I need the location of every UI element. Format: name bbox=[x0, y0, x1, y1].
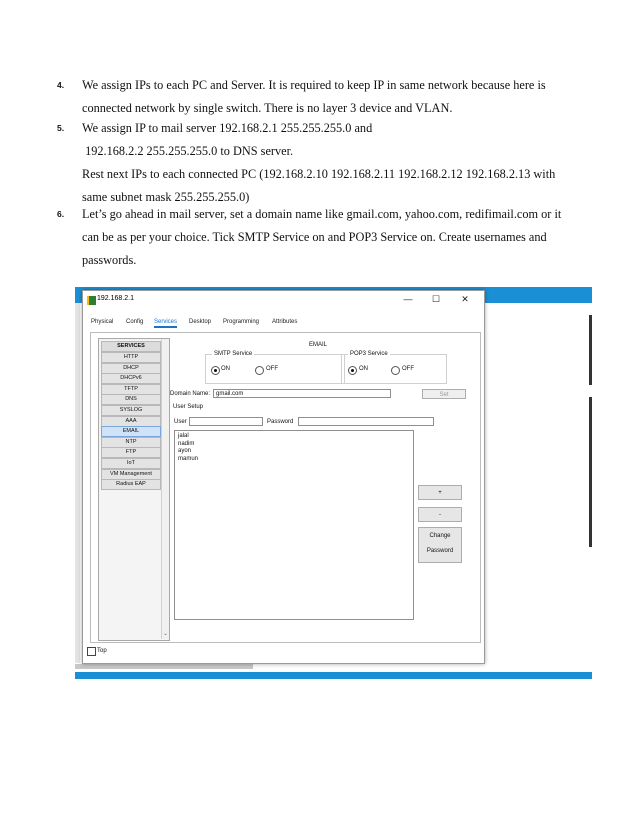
service-dhcp[interactable]: DHCP bbox=[101, 363, 161, 374]
service-tftp[interactable]: TFTP bbox=[101, 384, 161, 395]
service-email[interactable]: EMAIL bbox=[101, 426, 161, 437]
chevron-down-icon[interactable]: ⌄ bbox=[162, 631, 169, 637]
service-vm-management[interactable]: VM Management bbox=[101, 469, 161, 480]
service-syslog[interactable]: SYSLOG bbox=[101, 405, 161, 416]
set-button[interactable]: Set bbox=[422, 389, 466, 399]
smtp-label: SMTP Service bbox=[214, 351, 253, 357]
tab-config[interactable]: Config bbox=[126, 319, 144, 325]
maximize-icon[interactable]: ☐ bbox=[431, 294, 441, 304]
text-line: 192.168.2.2 255.255.255.0 to DNS server. bbox=[82, 144, 294, 158]
packet-tracer-icon bbox=[87, 296, 96, 305]
smtp-off-label: OFF bbox=[266, 366, 278, 372]
domain-name-input[interactable]: gmail.com bbox=[213, 389, 391, 398]
minimize-icon[interactable]: — bbox=[403, 294, 413, 304]
tab-physical[interactable]: Physical bbox=[91, 319, 114, 325]
item-number: 5. bbox=[57, 123, 65, 133]
service-radius-eap[interactable]: Radius EAP bbox=[101, 479, 161, 490]
change-label-password: Password bbox=[426, 548, 454, 554]
service-aaa[interactable]: AAA bbox=[101, 416, 161, 427]
text-line: can be as per your choice. Tick SMTP Service on and POP3 Service on. Create usernames and bbox=[82, 230, 547, 244]
tab-bar bbox=[83, 319, 484, 331]
tab-attributes[interactable]: Attributes bbox=[272, 319, 298, 325]
text-line: We assign IP to mail server 192.168.2.1 255.255.255.0 and bbox=[82, 121, 373, 135]
section-title: EMAIL bbox=[309, 342, 328, 348]
close-icon[interactable]: ✕ bbox=[461, 294, 469, 304]
service-ftp[interactable]: FTP bbox=[101, 447, 161, 458]
window-titlebar[interactable] bbox=[83, 291, 484, 310]
top-checkbox[interactable] bbox=[87, 647, 96, 656]
pop3-off-label: OFF bbox=[402, 366, 414, 372]
embedded-screenshot bbox=[75, 287, 592, 679]
user-setup-label: User Setup bbox=[173, 404, 204, 410]
service-ntp[interactable]: NTP bbox=[101, 437, 161, 448]
user-input[interactable] bbox=[189, 417, 263, 426]
tab-programming[interactable]: Programming bbox=[223, 319, 260, 325]
service-http[interactable]: HTTP bbox=[101, 352, 161, 363]
background-app-right-edge bbox=[589, 315, 592, 385]
text-line: connected network by single switch. There is no layer 3 device and VLAN. bbox=[82, 101, 453, 115]
background-app-right-edge bbox=[589, 397, 592, 547]
smtp-off-radio[interactable] bbox=[255, 366, 264, 375]
text-line: Let’s go ahead in mail server, set a domain name like gmail.com, yahoo.com, redifimail.com or it bbox=[82, 207, 562, 221]
text-line: passwords. bbox=[82, 253, 137, 267]
service-dhcpv6[interactable]: DHCPv6 bbox=[101, 373, 161, 384]
smtp-group bbox=[205, 351, 345, 384]
item-number: 4. bbox=[57, 80, 65, 90]
services-panel bbox=[90, 332, 481, 643]
item-text bbox=[82, 74, 582, 120]
item-text bbox=[82, 203, 582, 272]
add-user-button[interactable]: + bbox=[418, 485, 462, 500]
item-number: 6. bbox=[57, 209, 65, 219]
password-input[interactable] bbox=[298, 417, 434, 426]
service-dns[interactable]: DNS bbox=[101, 394, 161, 405]
list-item[interactable]: mamun bbox=[178, 455, 199, 462]
password-label: Password bbox=[267, 419, 294, 425]
change-label: Change bbox=[429, 533, 451, 539]
item-text bbox=[82, 117, 582, 209]
list-item[interactable]: jalal bbox=[178, 433, 189, 439]
tab-desktop[interactable]: Desktop bbox=[189, 319, 212, 325]
service-list bbox=[98, 338, 170, 641]
text-line: We assign IPs to each PC and Server. It is required to keep IP in same network because here is bbox=[82, 78, 546, 92]
list-item[interactable]: nadim bbox=[178, 440, 195, 447]
user-list[interactable] bbox=[174, 430, 414, 620]
change-password-button[interactable] bbox=[418, 527, 462, 563]
service-iot[interactable]: IoT bbox=[101, 458, 161, 469]
user-label: User bbox=[174, 419, 187, 425]
domain-name-label: Domain Name: bbox=[170, 391, 211, 397]
background-app-scrollbar bbox=[75, 664, 253, 669]
tab-services[interactable]: Services bbox=[154, 319, 177, 328]
text-line: same subnet mask 255.255.255.0) bbox=[82, 190, 250, 204]
pop3-group bbox=[341, 351, 447, 384]
remove-user-button[interactable]: - bbox=[418, 507, 462, 522]
pop3-on-radio[interactable] bbox=[348, 366, 357, 375]
smtp-on-radio[interactable] bbox=[211, 366, 220, 375]
list-item[interactable]: ayon bbox=[178, 448, 192, 454]
services-header: SERVICES bbox=[101, 341, 161, 352]
background-app-left-edge bbox=[75, 303, 80, 663]
smtp-on-label: ON bbox=[221, 366, 230, 372]
service-list-scrollbar[interactable] bbox=[161, 339, 169, 639]
window-title: 192.168.2.1 bbox=[97, 295, 134, 302]
pop3-label: POP3 Service bbox=[350, 351, 388, 357]
server-window[interactable] bbox=[82, 290, 485, 664]
pop3-off-radio[interactable] bbox=[391, 366, 400, 375]
background-app-bottombar bbox=[75, 672, 592, 679]
top-label: Top bbox=[97, 648, 107, 654]
text-line: Rest next IPs to each connected PC (192.168.2.10 192.168.2.11 192.168.2.12 192.168.2.13 with bbox=[82, 167, 556, 181]
pop3-on-label: ON bbox=[359, 366, 368, 372]
